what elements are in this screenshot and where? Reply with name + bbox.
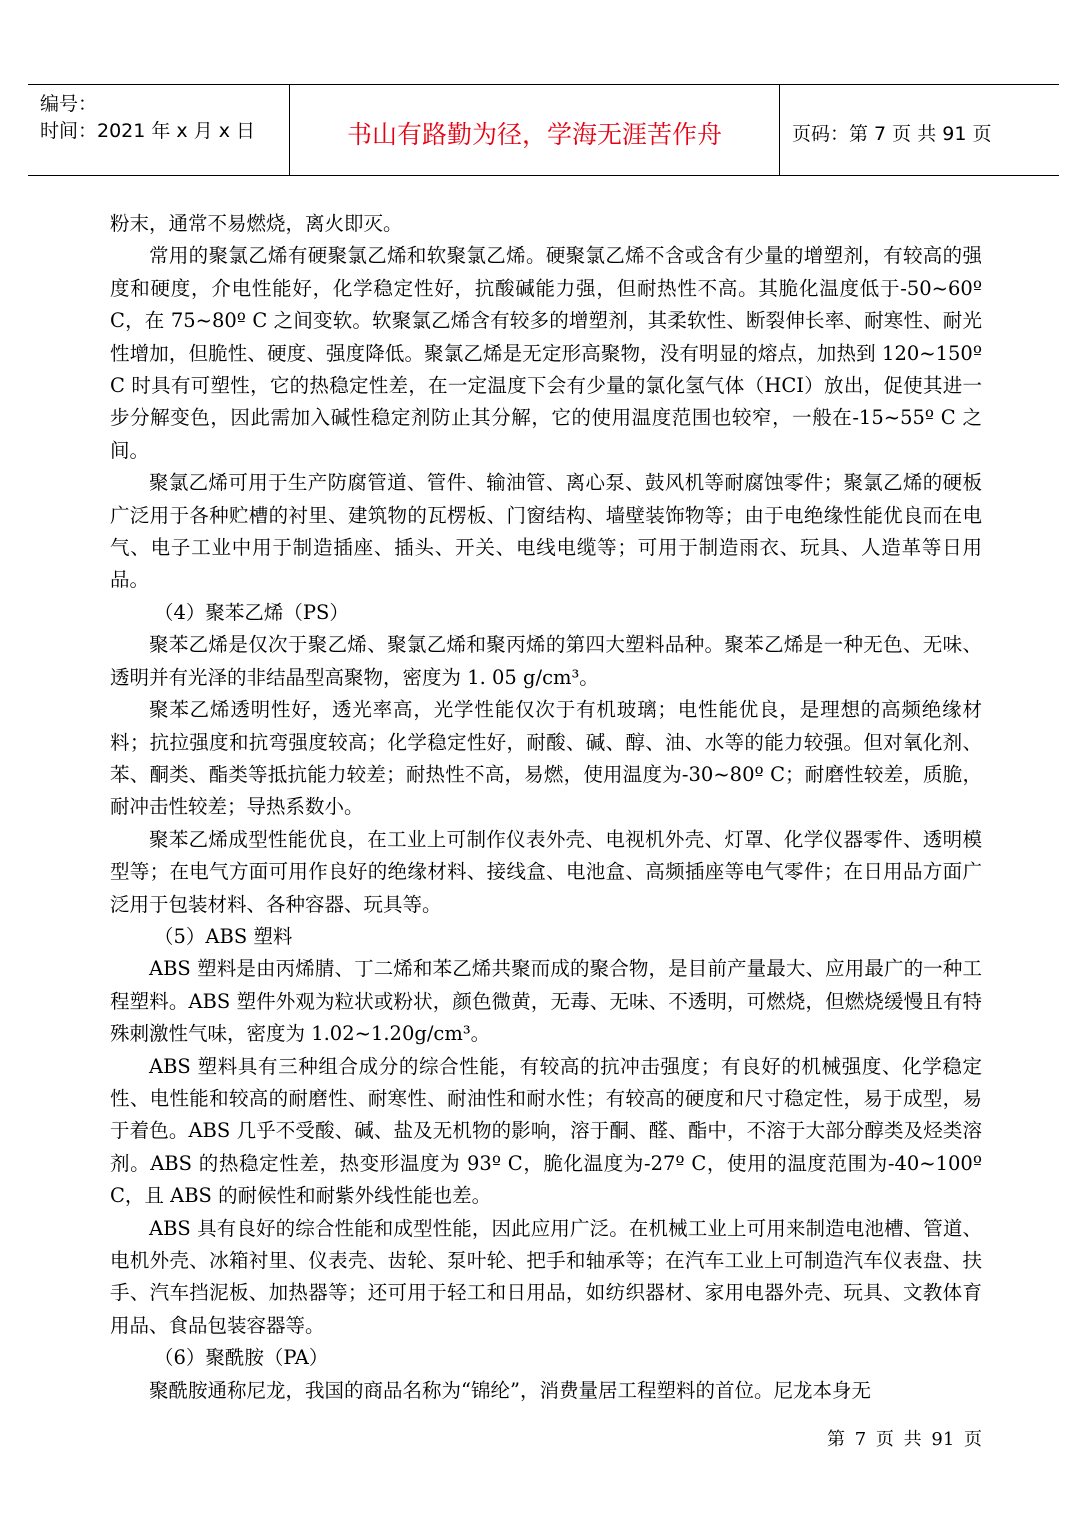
section-heading: （4）聚苯乙烯（PS）	[154, 600, 349, 624]
page-header	[28, 84, 1059, 176]
serial-number-label: 编号：	[40, 93, 98, 115]
section-heading: （5）ABS 塑料	[154, 924, 293, 948]
date-label: 时间：2021 年 x 月 x 日	[40, 120, 256, 142]
paragraph: 聚苯乙烯透明性好，透光率高，光学性能仅次于有机玻璃；电性能优良，是理想的高频绝缘材料；抗拉强度和抗弯强度较高；化学稳定性好，耐酸、碱、醇、油、水等的能力较强。但对氧化剂、苯、酮类、酯类等抵抗能力较差；耐热性不高，易燃，使用温度为-30~80º C；耐磨性较差，质脆，耐冲击性较差；导热系数小。	[110, 698, 982, 819]
paragraph: ABS 塑料具有三种组合成分的综合性能，有较高的抗冲击强度；有良好的机械强度、化学稳定性、电性能和较高的耐磨性、耐寒性、耐油性和耐水性；有较高的硬度和尺寸稳定性，易于成型，易于着色。ABS 几乎不受酸、碱、盐及无机物的影响，溶于酮、醛、酯中，不溶于大部分醇类及烃类溶剂。ABS 的热稳定性差，热变形温度为 93º C，脆化温度为-27º C，使用的温度范围为-40~100º C，且 ABS 的耐候性和耐紫外线性能也差。	[110, 1054, 982, 1208]
paragraph: ABS 具有良好的综合性能和成型性能，因此应用广泛。在机械工业上可用来制造电池槽、管道、电机外壳、冰箱衬里、仪表壳、齿轮、泵叶轮、把手和轴承等；在汽车工业上可制造汽车仪表盘、扶手、汽车挡泥板、加热器等；还可用于轻工和日用品，如纺织器材、家用电器外壳、玩具、文教体育用品、食品包装容器等。	[110, 1216, 982, 1337]
section-heading: （6）聚酰胺（PA）	[154, 1346, 329, 1370]
paragraph: 常用的聚氯乙烯有硬聚氯乙烯和软聚氯乙烯。硬聚氯乙烯不含或含有少量的增塑剂，有较高的强度和硬度，介电性能好，化学稳定性好，抗酸碱能力强，但耐热性不高。其脆化温度低于-50~60º C，在 75~80º C 之间变软。软聚氯乙烯含有较多的增塑剂，其柔软性、断裂伸长率、耐寒性、耐光性增加，但脆性、硬度、强度降低。聚氯乙烯是无定形高聚物，没有明显的熔点，加热到 120~150º C 时具有可塑性，它的热稳定性差，在一定温度下会有少量的氯化氢气体（HCI）放出，促使其进一步分解变色，因此需加入碱性稳定剂防止其分解，它的使用温度范围也较窄，一般在-15~55º C 之间。	[110, 244, 982, 462]
header-motto-cell	[290, 85, 780, 175]
footer-page-number: 第 7 页 共 91 页	[827, 1429, 982, 1450]
document-body	[110, 208, 982, 1407]
header-page-cell	[780, 85, 1059, 175]
paragraph: 聚苯乙烯成型性能优良，在工业上可制作仪表外壳、电视机外壳、灯罩、化学仪器零件、透明模型等；在电气方面可用作良好的绝缘材料、接线盒、电池盒、高频插座等电气零件；在日用品方面广泛用于包装材料、各种容器、玩具等。	[110, 827, 982, 916]
paragraph: 粉末，通常不易燃烧，离火即灭。	[110, 212, 403, 235]
header-info-cell	[28, 85, 290, 175]
paragraph: 聚酰胺通称尼龙，我国的商品名称为“锦纶”，消费量居工程塑料的首位。尼龙本身无	[149, 1378, 871, 1402]
paragraph: 聚氯乙烯可用于生产防腐管道、管件、输油管、离心泵、鼓风机等耐腐蚀零件；聚氯乙烯的硬板广泛用于各种贮槽的衬里、建筑物的瓦楞板、门窗结构、墙壁装饰物等；由于电绝缘性能优良而在电气、电子工业中用于制造插座、插头、开关、电线电缆等；可用于制造雨衣、玩具、人造革等日用品。	[110, 471, 982, 592]
header-motto: 书山有路勤为径，学海无涯苦作舟	[346, 120, 722, 149]
paragraph: ABS 塑料是由丙烯腈、丁二烯和苯乙烯共聚而成的聚合物，是目前产量最大、应用最广的一种工程塑料。ABS 塑件外观为粒状或粉状，颜色微黄，无毒、无味、不透明，可燃烧，但燃烧缓慢且有特殊刺激性气味，密度为 1.02~1.20g/cm³。	[110, 957, 982, 1046]
paragraph: 聚苯乙烯是仅次于聚乙烯、聚氯乙烯和聚丙烯的第四大塑料品种。聚苯乙烯是一种无色、无味、透明并有光泽的非结晶型高聚物，密度为 1. 05 g/cm³。	[110, 633, 982, 689]
header-page-info: 页码：第 7 页 共 91 页	[792, 123, 992, 145]
